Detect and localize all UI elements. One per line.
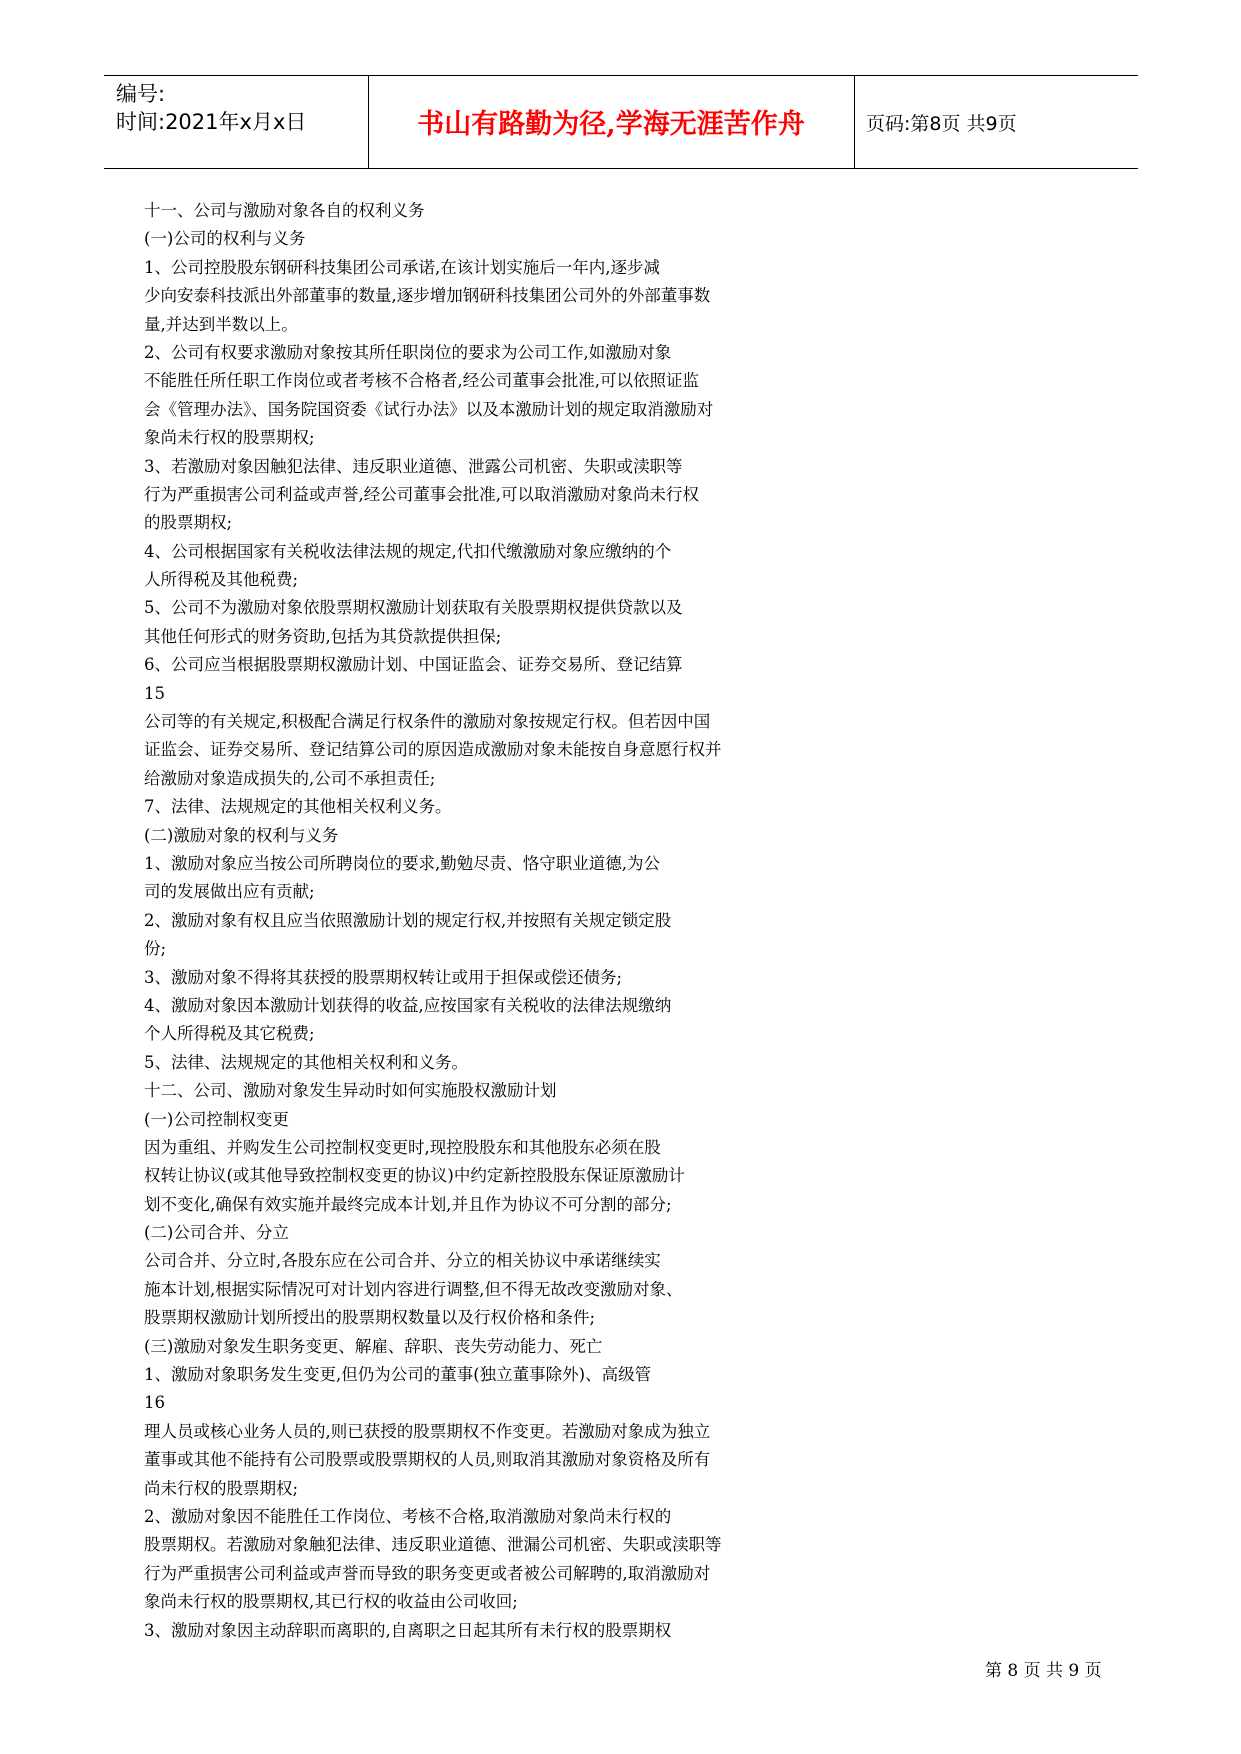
text-line: 不能胜任所任职工作岗位或者考核不合格者,经公司董事会批准,可以依照证监: [144, 371, 699, 391]
text-line: 人所得税及其他税费;: [144, 570, 299, 590]
text-line: (三)激励对象发生职务变更、解雇、辞职、丧失劳动能力、死亡: [144, 1336, 603, 1356]
text-line: 1、激励对象应当按公司所聘岗位的要求,勤勉尽责、恪守职业道德,为公: [144, 853, 660, 873]
text-line: 16: [144, 1393, 165, 1413]
text-line: 5、公司不为激励对象依股票期权激励计划获取有关股票期权提供贷款以及: [144, 598, 683, 618]
text-line: 其他任何形式的财务资助,包括为其贷款提供担保;: [144, 626, 502, 646]
text-line: 2、激励对象有权且应当依照激励计划的规定行权,并按照有关规定锁定股: [144, 910, 672, 930]
text-line: 的股票期权;: [144, 513, 233, 533]
text-line: 给激励对象造成损失的,公司不承担责任;: [144, 768, 436, 788]
text-line: 1、激励对象职务发生变更,但仍为公司的董事(独立董事除外)、高级管: [144, 1365, 652, 1385]
text-line: 4、公司根据国家有关税收法律法规的规定,代扣代缴激励对象应缴纳的个: [144, 541, 672, 561]
text-line: 司的发展做出应有贡献;: [144, 882, 315, 902]
text-line: 董事或其他不能持有公司股票或股票期权的人员,则取消其激励对象资格及所有: [144, 1450, 711, 1470]
document-date-label: 时间:2021年x月x日: [116, 110, 307, 134]
text-line: 十一、公司与激励对象各自的权利义务: [144, 201, 425, 220]
header-page-cell: [854, 76, 1138, 168]
text-line: 个人所得税及其它税费;: [144, 1024, 315, 1044]
text-line: 份;: [144, 939, 167, 959]
text-line: 划不变化,确保有效实施并最终完成本计划,并且作为协议不可分割的部分;: [144, 1194, 672, 1214]
text-line: 量,并达到半数以上。: [144, 314, 298, 334]
text-line: (二)公司合并、分立: [144, 1223, 289, 1243]
text-line: 股票期权激励计划所授出的股票期权数量以及行权价格和条件;: [144, 1308, 596, 1328]
text-line: 2、公司有权要求激励对象按其所任职岗位的要求为公司工作,如激励对象: [144, 342, 672, 362]
text-line: 3、若激励对象因触犯法律、违反职业道德、泄露公司机密、失职或渎职等: [144, 456, 683, 476]
header-motto: 书山有路勤为径,学海无涯苦作舟: [417, 109, 805, 140]
page-footer: 第 8 页 共 9 页: [985, 1661, 1102, 1681]
page-header: [104, 75, 1138, 169]
header-motto-cell: [368, 76, 855, 168]
text-line: 公司等的有关规定,积极配合满足行权条件的激励对象按规定行权。但若因中国: [144, 712, 711, 732]
text-line: 权转让协议(或其他导致控制权变更的协议)中约定新控股股东保证原激励计: [144, 1166, 685, 1186]
header-meta-cell: [104, 76, 369, 168]
text-line: (二)激励对象的权利与义务: [144, 825, 339, 845]
text-line: 十二、公司、激励对象发生异动时如何实施股权激励计划: [144, 1081, 557, 1101]
text-line: 象尚未行权的股票期权;: [144, 428, 315, 448]
text-line: 少向安泰科技派出外部董事的数量,逐步增加钢研科技集团公司外的外部董事数: [144, 286, 711, 306]
text-line: 1、公司控股股东钢研科技集团公司承诺,在该计划实施后一年内,逐步减: [144, 257, 660, 277]
text-line: 5、法律、法规规定的其他相关权利和义务。: [144, 1052, 468, 1072]
document-number-label: 编号:: [116, 82, 166, 106]
document-body: [144, 197, 824, 1645]
text-line: 尚未行权的股票期权;: [144, 1478, 299, 1498]
text-line: (一)公司的权利与义务: [144, 229, 306, 249]
text-line: 行为严重损害公司利益或声誉而导致的职务变更或者被公司解聘的,取消激励对: [144, 1563, 711, 1583]
text-line: (一)公司控制权变更: [144, 1109, 289, 1129]
text-line: 7、法律、法规规定的其他相关权利义务。: [144, 797, 452, 817]
text-line: 证监会、证券交易所、登记结算公司的原因造成激励对象未能按自身意愿行权并: [144, 740, 722, 760]
text-line: 理人员或核心业务人员的,则已获授的股票期权不作变更。若激励对象成为独立: [144, 1421, 711, 1441]
text-line: 2、激励对象因不能胜任工作岗位、考核不合格,取消激励对象尚未行权的: [144, 1506, 672, 1526]
text-line: 4、激励对象因本激励计划获得的收益,应按国家有关税收的法律法规缴纳: [144, 995, 672, 1015]
text-line: 15: [144, 683, 165, 703]
text-line: 3、激励对象因主动辞职而离职的,自离职之日起其所有未行权的股票期权: [144, 1620, 672, 1640]
text-line: 象尚未行权的股票期权,其已行权的收益由公司收回;: [144, 1592, 518, 1612]
text-line: 股票期权。若激励对象触犯法律、违反职业道德、泄漏公司机密、失职或渎职等: [144, 1535, 722, 1555]
text-line: 公司合并、分立时,各股东应在公司合并、分立的相关协议中承诺继续实: [144, 1251, 661, 1271]
text-line: 因为重组、并购发生公司控制权变更时,现控股股东和其他股东必须在股: [144, 1137, 661, 1157]
header-page-number: 页码:第8页 共9页: [866, 113, 1017, 135]
text-line: 6、公司应当根据股票期权激励计划、中国证监会、证券交易所、登记结算: [144, 655, 683, 675]
text-line: 3、激励对象不得将其获授的股票期权转让或用于担保或偿还债务;: [144, 967, 623, 987]
text-line: 会《管理办法》、国务院国资委《试行办法》以及本激励计划的规定取消激励对: [144, 399, 714, 419]
text-line: 行为严重损害公司利益或声誉,经公司董事会批准,可以取消激励对象尚未行权: [144, 484, 699, 504]
text-line: 施本计划,根据实际情况可对计划内容进行调整,但不得无故改变激励对象、: [144, 1279, 683, 1299]
